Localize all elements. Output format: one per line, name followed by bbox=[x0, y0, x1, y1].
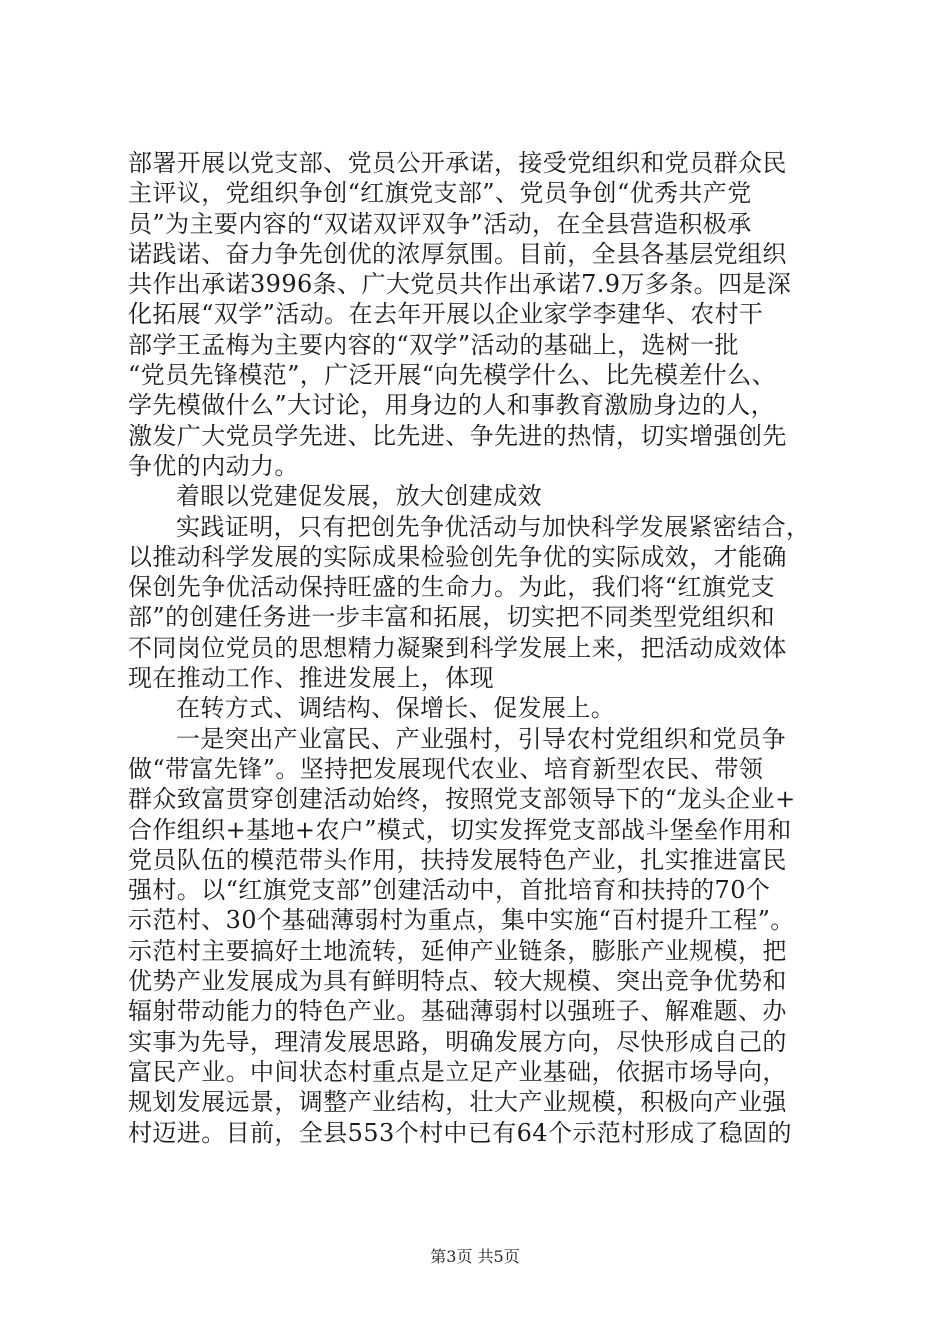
text-line: 党员队伍的模范带头作用，扶持发展特色产业，扎实推进富民 bbox=[128, 845, 787, 874]
text-line: 合作组织+基地+农户”模式，切实发挥党支部战斗堡垒作用和 bbox=[128, 815, 792, 844]
text-line: 员”为主要内容的“双诺双评双争”活动，在全县营造积极承 bbox=[128, 209, 752, 238]
text-line: 主评议，党组织争创“红旗党支部”、党员争创“优秀共产党 bbox=[128, 179, 752, 208]
text-line: 部学王孟梅为主要内容的“双学”活动的基础上，选树一批 bbox=[128, 330, 739, 359]
body-text bbox=[128, 148, 858, 1148]
text-line: 在转方式、调结构、保增长、促发展上。 bbox=[176, 694, 616, 723]
text-line: 现在推动工作、推进发展上，体现 bbox=[128, 664, 494, 693]
page-footer: 第3页 共5页 bbox=[430, 1247, 520, 1266]
text-line: 争优的内动力。 bbox=[128, 451, 299, 480]
text-line: 部”的创建任务进一步丰富和拓展，切实把不同类型党组织和 bbox=[128, 603, 776, 632]
section-heading: 着眼以党建促发展，放大创建成效 bbox=[176, 482, 542, 511]
text-line: 保创先争优活动保持旺盛的生命力。为此，我们将“红旗党支 bbox=[128, 573, 776, 602]
text-line: 示范村主要搞好土地流转，延伸产业链条，膨胀产业规模，把 bbox=[128, 936, 787, 965]
text-line: 不同岗位党员的思想精力凝聚到科学发展上来，把活动成效体 bbox=[128, 633, 787, 662]
text-line: 以推动科学发展的实际成果检验创先争优的实际成效，才能确 bbox=[128, 542, 787, 571]
text-line: 优势产业发展成为具有鲜明特点、较大规模、突出竞争优势和 bbox=[128, 967, 787, 996]
text-line: 强村。以“红旗党支部”创建活动中，首批培育和扶持的70个 bbox=[128, 876, 771, 905]
text-line: 学先模做什么”大讨论，用身边的人和事教育激励身边的人， bbox=[128, 391, 776, 420]
text-line: 化拓展“双学”活动。在去年开展以企业家学李建华、农村干 bbox=[128, 300, 764, 329]
text-line: 示范村、30个基础薄弱村为重点，集中实施“百村提升工程”。 bbox=[128, 906, 795, 935]
text-line: 群众致富贯穿创建活动始终，按照党支部领导下的“龙头企业+ bbox=[128, 785, 796, 814]
text-line: 诺践诺、奋力争先创优的浓厚氛围。目前，全县各基层党组织 bbox=[128, 239, 787, 268]
text-line: 共作出承诺3996条、广大党员共作出承诺7.9万多条。四是深 bbox=[128, 270, 792, 299]
text-line: 激发广大党员学先进、比先进、争先进的热情，切实增强创先 bbox=[128, 421, 787, 450]
text-line: 辐射带动能力的特色产业。基础薄弱村以强班子、解难题、办 bbox=[128, 997, 787, 1026]
text-line: 规划发展远景，调整产业结构，壮大产业规模，积极向产业强 bbox=[128, 1088, 787, 1117]
text-line: 实践证明，只有把创先争优活动与加快科学发展紧密结合， bbox=[176, 512, 811, 541]
text-line: 做“带富先锋”。坚持把发展现代农业、培育新型农民、带领 bbox=[128, 754, 764, 783]
text-line: 部署开展以党支部、党员公开承诺，接受党组织和党员群众民 bbox=[128, 149, 787, 177]
text-line: 村迈进。目前，全县553个村中已有64个示范村形成了稳固的 bbox=[128, 1118, 792, 1147]
text-line: 一是突出产业富民、产业强村，引导农村党组织和党员争 bbox=[176, 724, 786, 753]
text-line: 富民产业。中间状态村重点是立足产业基础，依据市场导向， bbox=[128, 1057, 787, 1086]
text-line: “党员先锋模范”，广泛开展“向先模学什么、比先模差什么、 bbox=[128, 361, 777, 390]
text-line: 实事为先导，理清发展思路，明确发展方向，尽快形成自己的 bbox=[128, 1027, 787, 1056]
